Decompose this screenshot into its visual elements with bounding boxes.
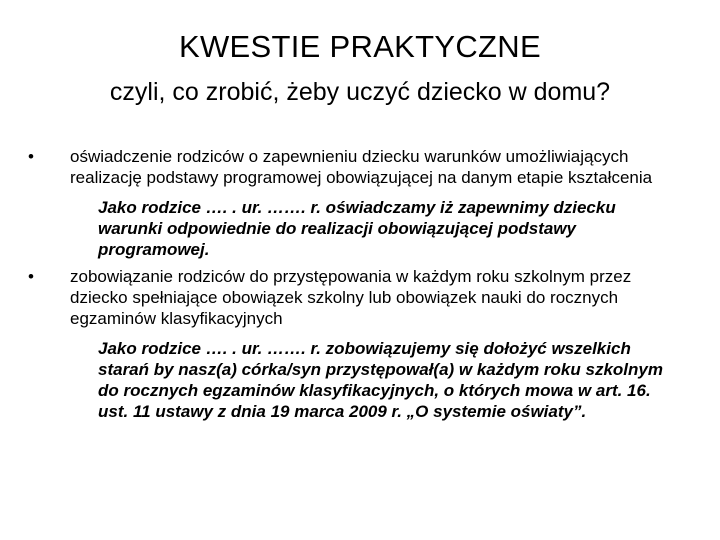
slide-subtitle: czyli, co zrobić, żeby uczyć dziecko w domu? [109, 78, 611, 106]
bullet-icon: • [28, 267, 34, 286]
bullet-text: oświadczenie rodziców o zapewnieniu dziecku warunków umożliwiających realizację podstawy programowej obowiązującej na danym etapie kształcenia [70, 147, 653, 187]
slide-content [28, 146, 700, 422]
bullet-item-parental-declaration [28, 146, 660, 188]
commitment-quote: Jako rodzice …. . ur. ……. r. zobowiązujemy się dołożyć wszelkich starań by nasz(a) córka/syn przystępował(a) w każdym roku szkolnym do rocznych egzaminów klasyfikacyjnych, o których mowa w art. 16. ust. 11 ustawy z dnia 19 marca 2009 r. „O systemie oświaty”. [98, 339, 663, 421]
bullet-item-parental-commitment [28, 266, 660, 329]
bullet-icon: • [28, 147, 34, 166]
declaration-quote: Jako rodzice …. . ur. ……. r. oświadczamy iż zapewnimy dziecku warunki odpowiednie do realizacji obowiązującej podstawy programowej. [98, 198, 616, 259]
slide-title: KWESTIE PRAKTYCZNE [179, 29, 541, 64]
bullet-text: zobowiązanie rodziców do przystępowania w każdym roku szkolnym przez dziecko spełniające obowiązek szkolny lub obowiązek nauki do rocznych egzaminów klasyfikacyjnych [70, 267, 632, 328]
